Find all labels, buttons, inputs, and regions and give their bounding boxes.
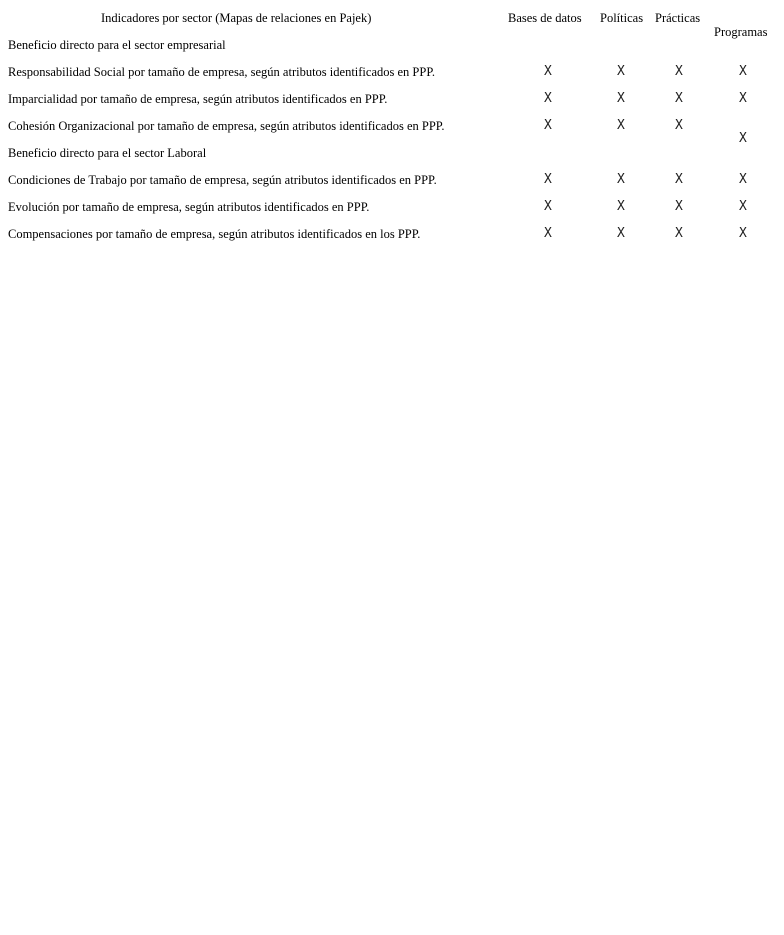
mark-bases: X (544, 64, 552, 79)
mark-politicas: X (617, 226, 625, 241)
mark-practicas: X (675, 226, 683, 241)
mark-programas: X (739, 199, 747, 214)
row-label: Evolución por tamaño de empresa, según atributos identificados en PPP. (8, 200, 370, 214)
mark-practicas: X (675, 172, 683, 187)
header-indicator: Indicadores por sector (Mapas de relaciones en Pajek) (101, 11, 372, 25)
mark-bases: X (544, 199, 552, 214)
section-label: Beneficio directo para el sector Laboral (8, 146, 207, 160)
mark-programas: X (739, 226, 747, 241)
mark-programas: X (739, 64, 747, 79)
mark-practicas: X (675, 199, 683, 214)
row-label: Condiciones de Trabajo por tamaño de empresa, según atributos identificados en PPP. (8, 173, 437, 187)
mark-politicas: X (617, 91, 625, 106)
mark-practicas: X (675, 91, 683, 106)
section-label: Beneficio directo para el sector empresarial (8, 38, 226, 52)
mark-politicas: X (617, 199, 625, 214)
mark-practicas: X (675, 118, 683, 133)
mark-bases: X (544, 172, 552, 187)
mark-programas: X (739, 131, 747, 146)
header-bases: Bases de datos (508, 11, 582, 25)
header-programas: Programas (714, 25, 768, 39)
mark-politicas: X (617, 64, 625, 79)
mark-bases: X (544, 226, 552, 241)
row-label: Responsabilidad Social por tamaño de empresa, según atributos identificados en PPP. (8, 65, 436, 79)
mark-bases: X (544, 91, 552, 106)
mark-politicas: X (617, 118, 625, 133)
header-politicas: Políticas (600, 11, 644, 25)
header-practicas: Prácticas (655, 11, 701, 25)
row-label: Compensaciones por tamaño de empresa, según atributos identificados en los PPP. (8, 227, 421, 241)
mark-programas: X (739, 91, 747, 106)
mark-practicas: X (675, 64, 683, 79)
mark-bases: X (544, 118, 552, 133)
row-label: Cohesión Organizacional por tamaño de empresa, según atributos identificados en PPP. (8, 119, 445, 133)
mark-politicas: X (617, 172, 625, 187)
row-label: Imparcialidad por tamaño de empresa, según atributos identificados en PPP. (8, 92, 388, 106)
mark-programas: X (739, 172, 747, 187)
